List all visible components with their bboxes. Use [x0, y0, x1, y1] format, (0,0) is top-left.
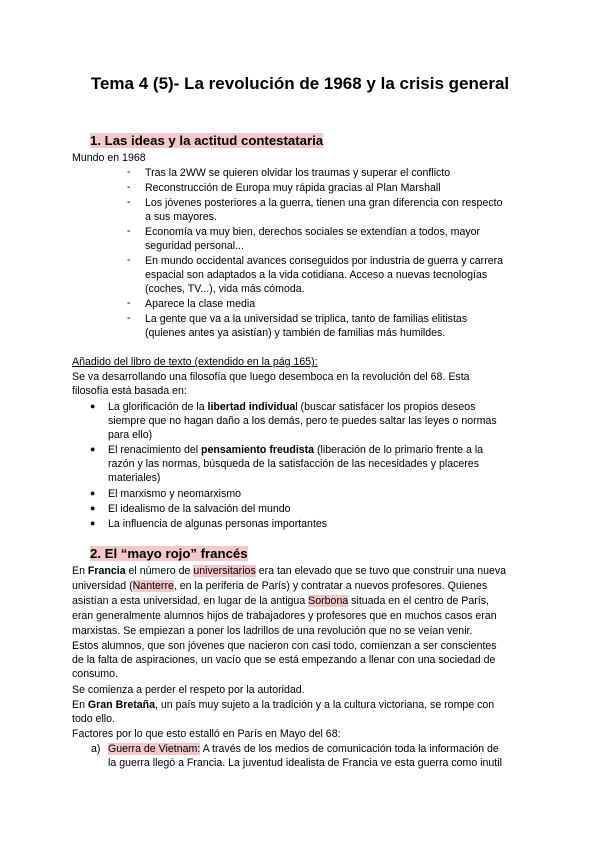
list-item-cont: seguridad personal... — [145, 240, 244, 252]
paragraph-line: Factores por lo que esto estalló en París en Mayo del 68: — [72, 728, 341, 740]
dash-marker: - — [127, 181, 131, 193]
bullet-icon: ● — [90, 518, 96, 528]
list-item: En mundo occidental avances conseguidos por industria de guerra y carrera — [145, 255, 504, 267]
bullet-item-cont: materiales) — [108, 472, 161, 484]
list-item: Economía va muy bien, derechos sociales se extendían a todos, mayor — [145, 226, 481, 238]
bullet-item-cont: siempre que no hagan daño a los demás, pero te puedes saltar las leyes o normas — [108, 415, 497, 427]
bullet-item-cont: razón y las normas, búsqueda de la satisfacción de las necesidades y placeres — [108, 458, 479, 470]
paragraph-line: marxistas. Se empiezan a poner los ladrillos de una revolución que no se veían venir. — [72, 625, 473, 637]
bullet-icon: ● — [90, 401, 96, 411]
list-item: Reconstrucción de Europa muy rápida gracias al Plan Marshall — [145, 182, 441, 194]
list-item-cont: a sus mayores. — [145, 211, 217, 223]
bullet-item: El idealismo de la salvación del mundo — [108, 503, 291, 515]
paragraph-line: todo ello. — [72, 713, 115, 725]
list-item-cont: (coches, TV...), vida más cómoda. — [145, 283, 305, 295]
list-item: Guerra de Vietnam: A través de los medios de comunicación toda la información de — [108, 743, 499, 755]
paragraph-line: En Francia el número de universitarios era tan elevado que se tuvo que construir una nueva — [72, 565, 507, 577]
dash-marker: - — [127, 196, 131, 208]
list-item: Aparece la clase media — [145, 298, 256, 310]
list-item-cont: (quienes antes ya asistían) y también de familias más humildes. — [145, 327, 446, 339]
dash-marker: - — [127, 297, 131, 309]
bullet-icon: ● — [90, 503, 96, 513]
list-marker: a) — [91, 743, 101, 755]
list-item-cont: la guerra llegó a Francia. La juventud idealista de Francia ve esta guerra como inutil — [108, 757, 502, 769]
bullet-icon: ● — [90, 488, 96, 498]
paragraph-line: asistían a esta universidad, en lugar de la antigua Sorbona situada en el centro de París, — [72, 595, 489, 607]
paragraph-line: consumo. — [72, 668, 118, 680]
paragraph-line: universidad (Nanterre, en la periferia de París) y contratar a nuevos profesores. Quienes — [72, 580, 488, 592]
list-item: Tras la 2WW se quieren olvidar los traumas y superar el conflicto — [145, 167, 451, 179]
added-heading: Añadido del libro de texto (extendido en la pág 165): — [72, 356, 318, 368]
paragraph-line: Estos alumnos, que son jóvenes que nacieron con casi todo, comienzan a ser conscientes — [72, 640, 497, 652]
list-item-cont: espacial son adaptados a la vida cotidiana. Acceso a nuevas tecnologías — [145, 269, 488, 281]
dash-marker: - — [127, 254, 131, 266]
paragraph-line: Se comienza a perder el respeto por la autoridad. — [72, 684, 305, 696]
bullet-item: La influencia de algunas personas importantes — [108, 518, 328, 530]
paragraph-line: eran generalmente alumnos hijos de trabajadores y profesores que en muchos casos eran — [72, 610, 497, 622]
section-2-heading: 2. El “mayo rojo” francés — [90, 546, 248, 561]
bullet-icon: ● — [90, 444, 96, 454]
bullet-item: La glorificación de la libertad individual (buscar satisfacer los propios deseos — [108, 401, 476, 413]
paragraph-line: Se va desarrollando una filosofía que luego desemboca en la revolución del 68. Esta — [72, 371, 470, 383]
bullet-item: El renacimiento del pensamiento freudista (liberación de lo primario frente a la — [108, 444, 484, 456]
dash-marker: - — [127, 225, 131, 237]
paragraph-line: filosofía está basada en: — [72, 385, 187, 397]
paragraph-line: En Gran Bretaña, un país muy sujeto a la tradición y a la cultura victoriana, se rompe con — [72, 699, 495, 711]
list-item: Los jóvenes posteriores a la guerra, tienen una gran diferencia con respecto — [145, 197, 503, 209]
list-item: La gente que va a la universidad se triplica, tanto de familias elitistas — [145, 313, 468, 325]
dash-marker: - — [127, 312, 131, 324]
section-1-intro: Mundo en 1968 — [72, 152, 146, 164]
paragraph-line: de la falta de aspiraciones, un vacío que se está empezando a llenar con una sociedad de — [72, 654, 496, 666]
section-1-heading: 1. Las ideas y la actitud contestataria — [90, 133, 324, 148]
dash-marker: - — [127, 166, 131, 178]
page-title: Tema 4 (5)- La revolución de 1968 y la crisis general — [90, 74, 510, 93]
bullet-item: El marxismo y neomarxismo — [108, 488, 242, 500]
bullet-item-cont: para ello) — [108, 429, 153, 441]
